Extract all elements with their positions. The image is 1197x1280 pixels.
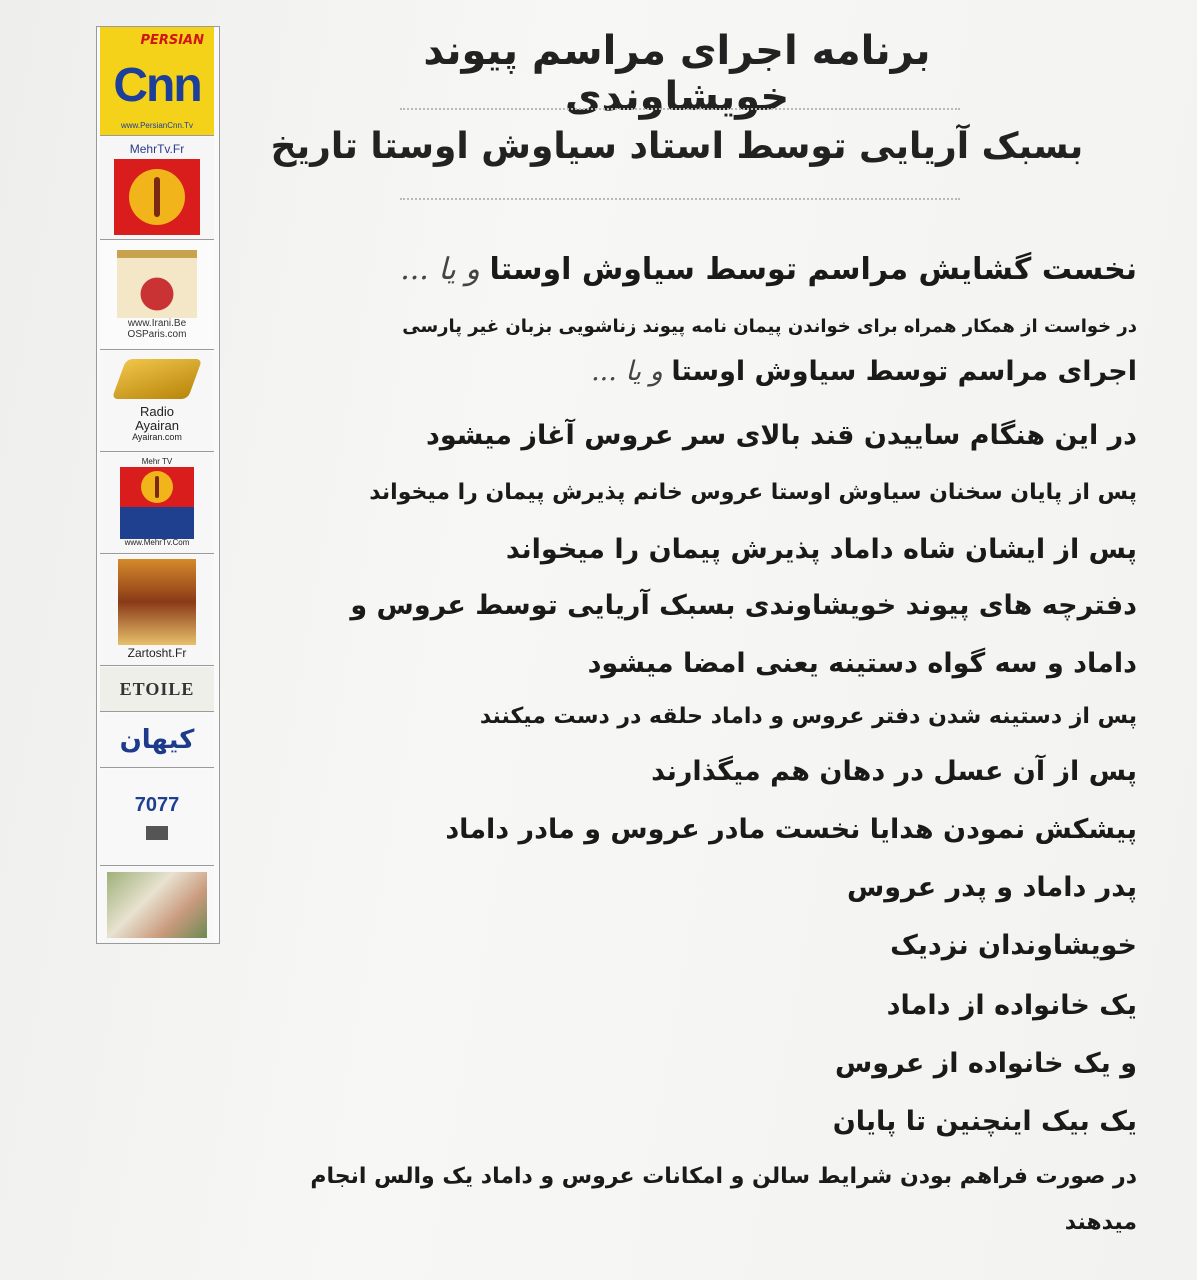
program-line-text: خویشاوندان نزدیک [890,930,1137,961]
program-line-text: میدهند [1064,1210,1137,1235]
photo-image [107,872,207,938]
handwritten-note: و یا ... [400,252,490,287]
mehr-emblem-icon [120,467,194,507]
program-line-text: در این هنگام ساییدن قند بالای سر عروس آغاز میشود [426,420,1137,451]
program-line [445,814,1137,845]
kayhan-logo [100,713,214,768]
building-icon [117,250,197,318]
program-line-text: پدر داماد و پدر عروس [846,872,1137,903]
mehr-emblem-icon [114,159,200,235]
logo-url: Ayairan.com [132,432,182,443]
program-line [480,704,1137,729]
page-title: برنامه اجرای مراسم پیوند خویشاوندی [423,28,931,120]
handwritten-note: و یا ... [591,356,672,387]
program-line-text: نخست گشایش مراسم توسط سیاوش اوستا [489,252,1137,287]
etoile-logo [100,667,214,712]
program-line [847,872,1137,903]
logo-text: Radio [140,403,174,419]
logo-text: Zartosht.Fr [127,646,187,661]
program-line [400,252,1137,287]
program-line-text: یک بیک اینچنین تا پایان [832,1106,1137,1137]
program-line [588,648,1137,679]
program-line-text: پس از دستینه شدن دفتر عروس و داماد حلقه در دست میکنند [479,704,1137,729]
logo-text: MehrTv.Fr [129,141,185,156]
7077-logo [100,769,214,866]
mehr-tv-com-logo [100,453,214,554]
program-line-text: و یک خانواده از عروس [835,1048,1137,1079]
dotted-divider [400,108,960,110]
logo-url: www.Irani.Be [127,318,187,329]
program-line-text: پس از آن عسل در دهان هم میگذارند [651,756,1137,787]
program-line [833,1106,1137,1137]
logo-text: کیهان [119,725,195,755]
program-line [890,930,1137,961]
program-line [310,1164,1137,1189]
logo-text: 7077 [134,794,180,816]
zarathustra-portrait-icon [118,559,196,645]
program-line-text: پیشکش نمودن هدایا نخست مادر عروس و مادر داماد [445,814,1137,845]
program-line [591,356,1137,387]
program-line-text: پس از پایان سخنان سیاوش اوستا عروس خانم پذیرش پیمان را میخواند [369,480,1137,505]
dotted-divider [400,198,960,200]
program-line [350,590,1137,621]
program-line-text: یک خانواده از داماد [886,990,1137,1021]
sponsor-logo-strip [96,26,220,944]
program-line [369,480,1137,505]
persian-cnn-logo [100,27,214,136]
radio-ayairan-logo [100,351,214,452]
program-line [1065,1210,1137,1235]
wedding-photo [100,867,214,943]
emblem-icon [146,826,168,840]
program-line-text: اجرای مراسم توسط سیاوش اوستا [671,356,1137,387]
logo-url: OSParis.com [127,329,187,340]
mehr-tv-logo [100,137,214,240]
zartosht-logo [100,555,214,666]
program-line [506,534,1137,565]
program-line-text: داماد و سه گواه دستینه یعنی امضا میشود [587,648,1137,679]
program-line [835,1048,1137,1079]
logo-text: PERSIAN [140,33,204,48]
logo-text: ETOILE [119,678,195,699]
program-line-text: پس از ایشان شاه داماد پذیرش پیمان را میخواند [505,534,1137,565]
shahr-logo [100,241,214,350]
program-line [887,990,1137,1021]
page-subtitle: بسبک آریایی توسط استاد سیاوش اوستا تاریخ [270,126,1084,167]
program-line [651,756,1137,787]
calligraphy-banner [120,507,194,539]
program-line-text: دفترچه های پیوند خویشاوندی بسبک آریایی توسط عروس و [350,590,1137,621]
program-line [426,420,1137,451]
logo-text: Mehr TV [141,457,173,467]
program-line [402,316,1137,337]
logo-url: www.MehrTv.Com [124,538,190,547]
logo-text: Cnn [113,58,201,112]
program-line-text: در خواست از همکار همراه برای خواندن پیمان نامه پیوند زناشویی بزبان غیر پارسی [402,316,1137,337]
program-line-text: در صورت فراهم بودن شرایط سالن و امکانات عروس و داماد یک والس انجام [310,1164,1137,1189]
wing-icon [112,359,203,399]
logo-url: www.PersianCnn.Tv [120,121,194,131]
logo-text: Ayairan [135,418,179,434]
